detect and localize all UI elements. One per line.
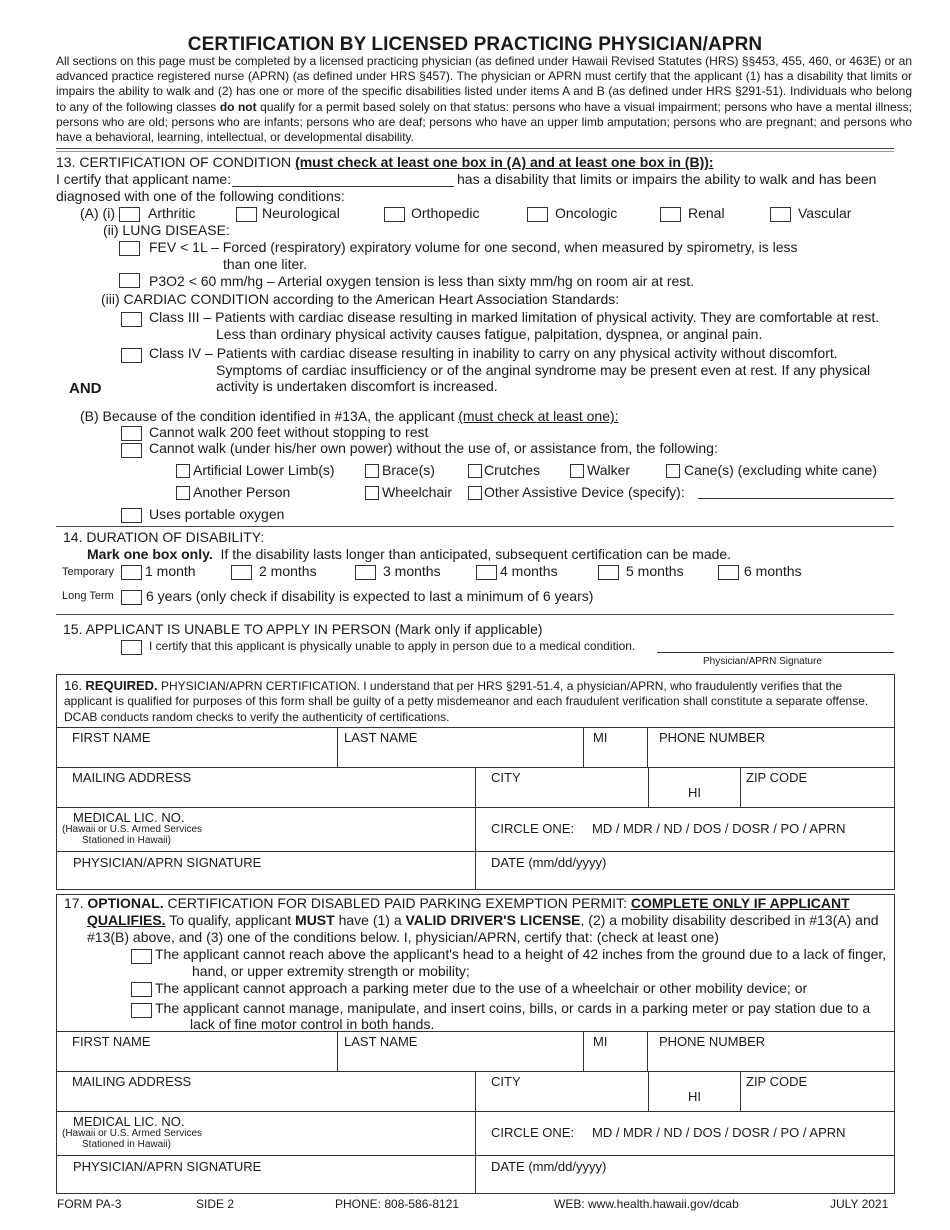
checkbox-another-person[interactable] bbox=[176, 486, 190, 500]
section-17-line3: #13(B) above, and (3) one of the conditions below. I, physician/APRN, certify that: (check at least one) bbox=[87, 929, 719, 945]
city-label: CITY bbox=[491, 1074, 521, 1089]
class-iv-text: Class IV – Patients with cardiac disease resulting in inability to carry on any physical activity without discomfort. bbox=[149, 345, 838, 361]
device-label: Crutches bbox=[484, 462, 541, 478]
opt3-text: The applicant cannot manage, manipulate, and insert coins, bills, or cards in a parking meter or pay station due to a bbox=[155, 1000, 871, 1016]
first-name-label: FIRST NAME bbox=[72, 730, 151, 745]
zip-label: ZIP CODE bbox=[746, 770, 808, 785]
fev-text-2: than one liter. bbox=[223, 256, 308, 272]
checkbox-renal[interactable] bbox=[660, 207, 681, 222]
condition-label: Arthritic bbox=[148, 205, 196, 221]
a-i-label: (A) (i) bbox=[80, 205, 115, 221]
applicant-name-input[interactable] bbox=[232, 186, 454, 187]
circle-one-label: CIRCLE ONE: bbox=[491, 1125, 575, 1140]
class-iv-text-2: Symptoms of cardiac insufficiency or of the anginal syndrome may be present even at rest. If any physical bbox=[216, 362, 871, 378]
certify-suffix: has a disability that limits or impairs the ability to walk and has been bbox=[457, 171, 877, 187]
checkbox-cannot-approach[interactable] bbox=[131, 982, 152, 997]
condition-label: Orthopedic bbox=[411, 205, 480, 221]
checkbox-3-months[interactable] bbox=[355, 565, 376, 580]
divider bbox=[56, 526, 894, 527]
oxygen-text: Uses portable oxygen bbox=[149, 506, 285, 522]
class-iii-text: Class III – Patients with cardiac disease resulting in marked limitation of physical activity. They are comfortable at rest. bbox=[149, 309, 880, 325]
checkbox-fev[interactable] bbox=[119, 241, 140, 256]
checkbox-5-months[interactable] bbox=[598, 565, 619, 580]
lic-sub-2: Stationed in Hawaii) bbox=[82, 835, 171, 846]
month-label: 3 months bbox=[383, 563, 441, 579]
month-label: 1 month bbox=[145, 563, 196, 579]
intro-text-1: All sections on this page must be completed by a licensed practicing physician (as defined under Hawaii Revised Statutes (HRS) §§453, 455, 460, or 463E) or an advanced practice registered nurse (APRN) (as defined under HRS §457). The physician or APRN must certify that the applicant (1) has a disability that limits or impairs the ability to walk and (2) has one or more of the specific disabilities listed under items A and B (as defined under HRS §291-51). Individuals who belong to any of the following classes bbox=[56, 54, 912, 114]
checkbox-unable-in-person[interactable] bbox=[121, 640, 142, 655]
certify-prefix: I certify that applicant name: bbox=[56, 171, 232, 187]
section-15-heading: 15. APPLICANT IS UNABLE TO APPLY IN PERSON (Mark only if applicable) bbox=[63, 621, 543, 637]
signature-label: PHYSICIAN/APRN SIGNATURE bbox=[73, 855, 262, 870]
zip-label: ZIP CODE bbox=[746, 1074, 808, 1089]
class-iv-text-3: activity is undertaken discomfort is increased. bbox=[216, 378, 498, 394]
lic-sub-2: Stationed in Hawaii) bbox=[82, 1139, 171, 1150]
phone-label: PHONE NUMBER bbox=[659, 730, 766, 745]
checkbox-class-iii[interactable] bbox=[121, 312, 142, 327]
device-label: Brace(s) bbox=[382, 462, 435, 478]
checkbox-wheelchair[interactable] bbox=[365, 486, 379, 500]
certify-line2: diagnosed with one of the following conditions: bbox=[56, 188, 345, 204]
lic-sub-1: (Hawaii or U.S. Armed Services bbox=[62, 1128, 203, 1139]
opt1-text-2: hand, or upper extremity strength or mobility; bbox=[192, 963, 470, 979]
footer-side: SIDE 2 bbox=[196, 1197, 235, 1211]
mi-label: MI bbox=[593, 1034, 608, 1049]
lic-label: MEDICAL LIC. NO. bbox=[73, 810, 185, 825]
condition-label: Neurological bbox=[262, 205, 340, 221]
b-heading: (B) Because of the condition identified in #13A, the applicant (must check at least one): bbox=[80, 408, 619, 424]
state-value: HI bbox=[688, 785, 701, 800]
six-years-text: 6 years (only check if disability is expected to last a minimum of 6 years) bbox=[146, 588, 594, 604]
checkbox-p3o2[interactable] bbox=[119, 273, 140, 288]
phone-label: PHONE NUMBER bbox=[659, 1034, 766, 1049]
checkbox-oxygen[interactable] bbox=[121, 508, 142, 523]
checkbox-neurological[interactable] bbox=[236, 207, 257, 222]
checkbox-orthopedic[interactable] bbox=[384, 207, 405, 222]
month-label: 5 months bbox=[626, 563, 684, 579]
checkbox-cane[interactable] bbox=[666, 464, 680, 478]
checkbox-brace[interactable] bbox=[365, 464, 379, 478]
device-label: Cane(s) (excluding white cane) bbox=[684, 462, 877, 478]
s15-signature-input[interactable] bbox=[657, 652, 894, 653]
condition-label: Vascular bbox=[798, 205, 852, 221]
mark-one-text: Mark one box only. If the disability lasts longer than anticipated, subsequent certification can be made. bbox=[87, 546, 732, 562]
checkbox-6-years[interactable] bbox=[121, 590, 142, 605]
circle-one-options[interactable]: MD / MDR / ND / DOS / DOSR / PO / APRN bbox=[592, 1125, 846, 1140]
page-title: CERTIFICATION BY LICENSED PRACTICING PHYSICIAN/APRN bbox=[187, 34, 763, 55]
circle-one-label: CIRCLE ONE: bbox=[491, 821, 575, 836]
fev-text: FEV < 1L – Forced (respiratory) expiratory volume for one second, when measured by spirometry, is less bbox=[149, 239, 798, 255]
checkbox-6-months[interactable] bbox=[718, 565, 739, 580]
checkbox-class-iv[interactable] bbox=[121, 348, 142, 363]
checkbox-vascular[interactable] bbox=[770, 207, 791, 222]
intro-paragraph bbox=[56, 54, 912, 145]
signature-label: PHYSICIAN/APRN SIGNATURE bbox=[73, 1159, 262, 1174]
opt3-text-2: lack of fine motor control in both hands. bbox=[190, 1016, 435, 1032]
device-label: Wheelchair bbox=[382, 484, 453, 500]
month-label: 4 months bbox=[500, 563, 558, 579]
footer-form: FORM PA-3 bbox=[57, 1197, 122, 1211]
checkbox-artificial-limb[interactable] bbox=[176, 464, 190, 478]
p3o2-text: P3O2 < 60 mm/hg – Arterial oxygen tension is less than sixty mm/hg on room air at rest. bbox=[149, 273, 695, 289]
cardiac-heading: (iii) CARDIAC CONDITION according to the American Heart Association Standards: bbox=[101, 291, 620, 307]
opt2-text: The applicant cannot approach a parking meter due to the use of a wheelchair or other mobility device; or bbox=[155, 980, 808, 996]
first-name-label: FIRST NAME bbox=[72, 1034, 151, 1049]
other-device-input[interactable] bbox=[698, 498, 894, 499]
checkbox-cannot-manage[interactable] bbox=[131, 1003, 152, 1018]
divider bbox=[56, 151, 894, 152]
footer-phone: PHONE: 808-586-8121 bbox=[335, 1197, 460, 1211]
section-17-line2: QUALIFIES. To qualify, applicant MUST have (1) a VALID DRIVER'S LICENSE, (2) a mobility disability described in #13(A) and bbox=[87, 912, 879, 928]
mi-label: MI bbox=[593, 730, 608, 745]
checkbox-1-month[interactable] bbox=[121, 565, 142, 580]
date-label: DATE (mm/dd/yyyy) bbox=[491, 855, 607, 870]
month-label: 2 months bbox=[259, 563, 317, 579]
checkbox-4-months[interactable] bbox=[476, 565, 497, 580]
last-name-label: LAST NAME bbox=[344, 1034, 418, 1049]
section-14-heading: 14. DURATION OF DISABILITY: bbox=[63, 529, 265, 545]
device-label: Walker bbox=[587, 462, 631, 478]
lung-heading: (ii) LUNG DISEASE: bbox=[103, 222, 230, 238]
mailing-label: MAILING ADDRESS bbox=[72, 1074, 192, 1089]
checkbox-crutches[interactable] bbox=[468, 464, 482, 478]
walk-assist-text: Cannot walk (under his/her own power) without the use of, or assistance from, the following: bbox=[149, 440, 718, 456]
lic-sub-1: (Hawaii or U.S. Armed Services bbox=[62, 824, 203, 835]
lic-label: MEDICAL LIC. NO. bbox=[73, 1114, 185, 1129]
checkbox-walk-assist[interactable] bbox=[121, 443, 142, 458]
section-13-heading: 13. CERTIFICATION OF CONDITION (must check at least one box in (A) and at least one box in (B)): bbox=[56, 154, 714, 170]
checkbox-2-months[interactable] bbox=[231, 565, 252, 580]
class-iii-text-2: Less than ordinary physical activity causes fatigue, palpitation, dyspnea, or anginal pain. bbox=[216, 326, 763, 342]
temporary-label: Temporary bbox=[62, 566, 114, 578]
divider bbox=[56, 148, 894, 149]
circle-one-options[interactable]: MD / MDR / ND / DOS / DOSR / PO / APRN bbox=[592, 821, 846, 836]
long-term-label: Long Term bbox=[62, 590, 114, 602]
checkbox-oncologic[interactable] bbox=[527, 207, 548, 222]
condition-label: Renal bbox=[688, 205, 725, 221]
and-label: AND bbox=[69, 380, 102, 397]
footer-web[interactable]: WEB: www.health.hawaii.gov/dcab bbox=[554, 1197, 739, 1211]
opt1-text: The applicant cannot reach above the applicant's head to a height of 42 inches from the ground due to a lack of finger, bbox=[155, 946, 887, 962]
intro-text-2: qualify for a permit based solely on that status: persons who have a visual impairment; persons who have a mental illness; persons who are old; persons who are infants; persons who are deaf; persons who have an upper limb amputation; persons who are pregnant; and persons who have a behavioral, learning, intellectual, or developmental disability. bbox=[56, 99, 912, 145]
mailing-label: MAILING ADDRESS bbox=[72, 770, 192, 785]
checkbox-other-device[interactable] bbox=[468, 486, 482, 500]
date-label: DATE (mm/dd/yyyy) bbox=[491, 1159, 607, 1174]
city-label: CITY bbox=[491, 770, 521, 785]
device-label: Other Assistive Device (specify): bbox=[484, 484, 685, 500]
month-label: 6 months bbox=[744, 563, 802, 579]
last-name-label: LAST NAME bbox=[344, 730, 418, 745]
divider bbox=[56, 614, 894, 615]
condition-label: Oncologic bbox=[555, 205, 618, 221]
checkbox-walk-200[interactable] bbox=[121, 426, 142, 441]
walk-200-text: Cannot walk 200 feet without stopping to rest bbox=[149, 424, 429, 440]
s15-signature-label: Physician/APRN Signature bbox=[703, 656, 822, 667]
checkbox-arthritic[interactable] bbox=[119, 207, 140, 222]
intro-bold: do not bbox=[219, 99, 257, 114]
unable-certify-text: I certify that this applicant is physically unable to apply in person due to a medical condition. bbox=[149, 639, 636, 653]
section-17-line1: 17. OPTIONAL. CERTIFICATION FOR DISABLED PAID PARKING EXEMPTION PERMIT: COMPLETE ONLY IF APPLICANT bbox=[64, 895, 850, 911]
device-label: Artificial Lower Limb(s) bbox=[193, 462, 335, 478]
device-label: Another Person bbox=[193, 484, 291, 500]
section-16-text: 16. REQUIRED. PHYSICIAN/APRN CERTIFICATION. I understand that per HRS §291-51.4, a physician/APRN, who fraudulently verifies that the applicant is qualified for purposes of this form shall be guilty of a petty misdemeanor and each fraudulent verification shall constitute a separate offense. DCAB conducts random checks to verify the authenticity of certifications. bbox=[64, 678, 869, 724]
checkbox-walker[interactable] bbox=[570, 464, 584, 478]
checkbox-cannot-reach[interactable] bbox=[131, 949, 152, 964]
footer-date: JULY 2021 bbox=[830, 1197, 889, 1211]
state-value: HI bbox=[688, 1089, 701, 1104]
